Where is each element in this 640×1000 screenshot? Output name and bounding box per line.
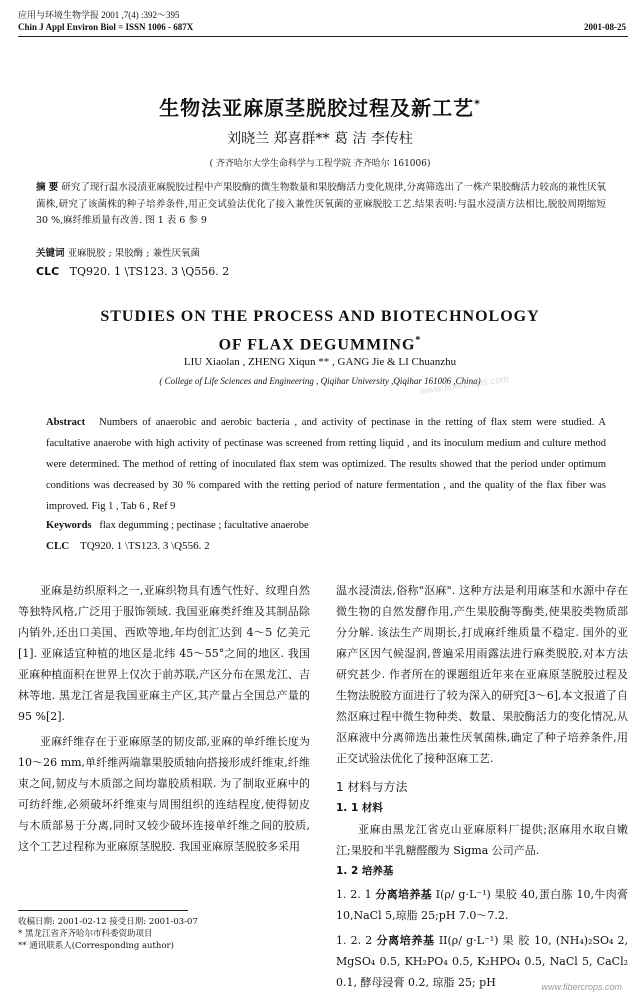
abstract-en — [46, 412, 606, 517]
affiliation-en: ( College of Life Sciences and Engineering , Qiqihar University ,Qiqihar 161006 ,China) — [159, 376, 481, 386]
keywords-label-en: Keywords — [46, 520, 92, 531]
footnotes — [18, 916, 318, 952]
body-left-column — [18, 580, 310, 857]
affiliation-cn: ( 齐齐哈尔大学生命科学与工程学院 齐齐哈尔 161006) — [209, 159, 431, 169]
section-heading-1: 1 材料与方法 — [336, 780, 408, 794]
clc-cn — [36, 264, 606, 281]
right-paragraph-1: 温水浸渍法,俗称"沤麻". 这种方法是利用麻茎和水源中存在微生物的自然发酵作用,产生果胶酶等酶类,使果胶类物质部分分解. 该法生产周期长,打成麻纤维质量不稳定. 国外的亚麻产区因气候湿润,普遍采用雨露法进行麻类脱胶,对本方法研究甚少. 作者所在的课题组近年来在亚麻原茎脱胶过程及生物法脱胶方面进行了较为深入的研究[3～6],本文报道了自然沤麻过程中微生物种类、数量、果胶酶活力的变化情况,从沤麻液中分离筛选出兼性厌氧菌株,确定了种子培养条件,用正交试验法优化了接种沤麻工艺. — [336, 584, 628, 765]
paper-title-cn — [0, 92, 640, 121]
abstract-label-cn: 摘 要 — [36, 182, 59, 193]
abstract-cn — [36, 180, 606, 230]
body-right-column — [336, 580, 628, 993]
footnote-dates: 收稿日期: 2001-02-12 接受日期: 2001-03-07 — [18, 917, 198, 927]
clc-en — [46, 540, 606, 552]
authors-cn: 刘晓兰 郑喜群** 葛 洁 李传柱 — [227, 131, 413, 147]
keywords-en — [46, 520, 606, 531]
medium-2-number: 1. 2. 2 — [336, 934, 373, 947]
watermark-bottom: www.fibercrops.com — [541, 982, 622, 992]
paper-title-en-line1: STUDIES ON THE PROCESS AND BIOTECHNOLOGY — [100, 308, 540, 325]
keywords-cn — [36, 246, 606, 263]
medium-1-text: I(ρ/ g·L⁻¹) 果胶 40,蛋白胨 10,牛肉膏 10,NaCl 5,琼脂 25;pH 7.0～7.2. — [336, 888, 628, 922]
keywords-text-en: flax degumming ; pectinase ; facultative anaerobe — [99, 520, 309, 531]
title-en-footnote-mark: * — [415, 335, 422, 346]
clc-text-cn: TQ920. 1 \TS123. 3 \Q556. 2 — [69, 265, 230, 278]
medium-2-label: 分离培养基 — [376, 934, 435, 947]
left-paragraph-2: 亚麻纤维存在于亚麻原茎的韧皮部,亚麻的单纤维长度为 10～26 mm,单纤维两端靠果胶质轴向搭接形成纤维束,纤维束之间,韧皮与木质部之间均靠胶质相联. 为了制取亚麻中的可纺纤维,必须破坏纤维束与周围组织的连结程度,使得韧皮与木质部易于分离,同时又较少破坏连接单纤维之间的胶质,这个工艺过程称为亚麻原茎脱胶. 我国亚麻原茎脱胶多采用 — [18, 735, 310, 853]
clc-label-cn: CLC — [36, 265, 60, 278]
abstract-text-cn: 研究了现行温水浸渍亚麻脱胶过程中产果胶酶的微生物数量和果胶酶活力变化规律,分离筛选出了一株产果胶酶活力较高的兼性厌氧菌株,研究了该菌株的种子培养条件,用正交试验法优化了接入兼性厌氧菌的亚麻脱胶工艺.结果表明:与温水浸渍方法相比,脱胶周期缩短 30 %,麻纤维质量有改善. 图 1 表 6 参 9 — [36, 182, 606, 226]
medium-1-label: 分离培养基 — [375, 888, 432, 901]
section-heading-1-2: 1. 2 培养基 — [336, 865, 394, 877]
medium-2-text: II(ρ/ g·L⁻¹) 果 胶 10, (NH₄)₂SO₄ 2, MgSO₄ 0.5, KH₂PO₄ 0.5, K₂HPO₄ 0.5, NaCl 5, CaCl₂ 0.1, 酵母浸膏 0.2, 琼脂 25; pH — [336, 934, 629, 989]
section-heading-1-1: 1. 1 材料 — [336, 802, 383, 814]
abstract-label-en: Abstract — [46, 417, 86, 428]
title-text-cn: 生物法亚麻原茎脱胶过程及新工艺 — [159, 96, 475, 120]
title-footnote-mark: * — [474, 97, 481, 111]
clc-text-en: TQ920. 1 \TS123. 3 \Q556. 2 — [80, 540, 210, 552]
right-paragraph-materials: 亚麻由黑龙江省克山亚麻原料厂提供;沤麻用水取自嫩江;果胶和半乳糖醛酸为 Sigma 公司产品. — [336, 823, 628, 857]
footnote-rule — [18, 910, 188, 911]
authors-en: LIU Xiaolan , ZHENG Xiqun ** , GANG Jie & LI Chuanzhu — [183, 356, 457, 368]
publication-date: 2001-08-25 — [584, 22, 626, 32]
keywords-label-cn: 关键词 — [36, 248, 65, 259]
abstract-text-en: Numbers of anaerobic and aerobic bacteria , and activity of pectinase in the retting of flax stem were studied. A facultative anaerobe with high activity of pectinase was screened from retting liquid , and its inoculum medium and culture method were determined. The method of retting of inoculated flax stem was optimized. The results showed that the period under optimum conditions was decreased by 30 % compared with the retting period of nature fermentation , and the quality of the flax fiber was improved. Fig 1 , Tab 6 , Ref 9 — [46, 417, 607, 512]
medium-1-number: 1. 2. 1 — [336, 888, 372, 901]
clc-label-en: CLC — [46, 540, 70, 552]
paper-title-en-line2 — [0, 330, 640, 356]
journal-header-en: Chin J Appl Environ Biol = ISSN 1006 - 687X — [18, 22, 194, 32]
keywords-text-cn: 亚麻脱胶 ; 果胶酶 ; 兼性厌氧菌 — [67, 248, 201, 259]
left-paragraph-1: 亚麻是纺织原料之一,亚麻织物具有透气性好、纹理自然等独特风格,广泛用于服饰领域. 我国亚麻类纤维及其制品除内销外,还出口美国、西欧等地,年均创汇达到 4～5 亿美元[1]. 亚麻适宜种植的地区是北纬 45～55°之间的地区. 我国亚麻种植面积在世界上仅次于前苏联,产区分布在黑龙江、吉林等地. 黑龙江省是我国亚麻主产区,其产量占全国总产量的 95 %[2]. — [18, 584, 310, 723]
journal-header-cn: 应用与环境生物学报 2001 ,7(4) :392～395 — [18, 10, 180, 20]
footnote-correspondence: ** 通讯联系人(Corresponding author) — [18, 941, 174, 951]
watermark-upper: www.fibercrops.com — [419, 373, 510, 398]
title-text-en: OF FLAX DEGUMMING — [218, 336, 416, 354]
footnote-fund: * 黑龙江省齐齐哈尔市科委资助项目 — [18, 929, 153, 939]
medium-1 — [336, 884, 628, 926]
header-rule — [18, 36, 628, 37]
